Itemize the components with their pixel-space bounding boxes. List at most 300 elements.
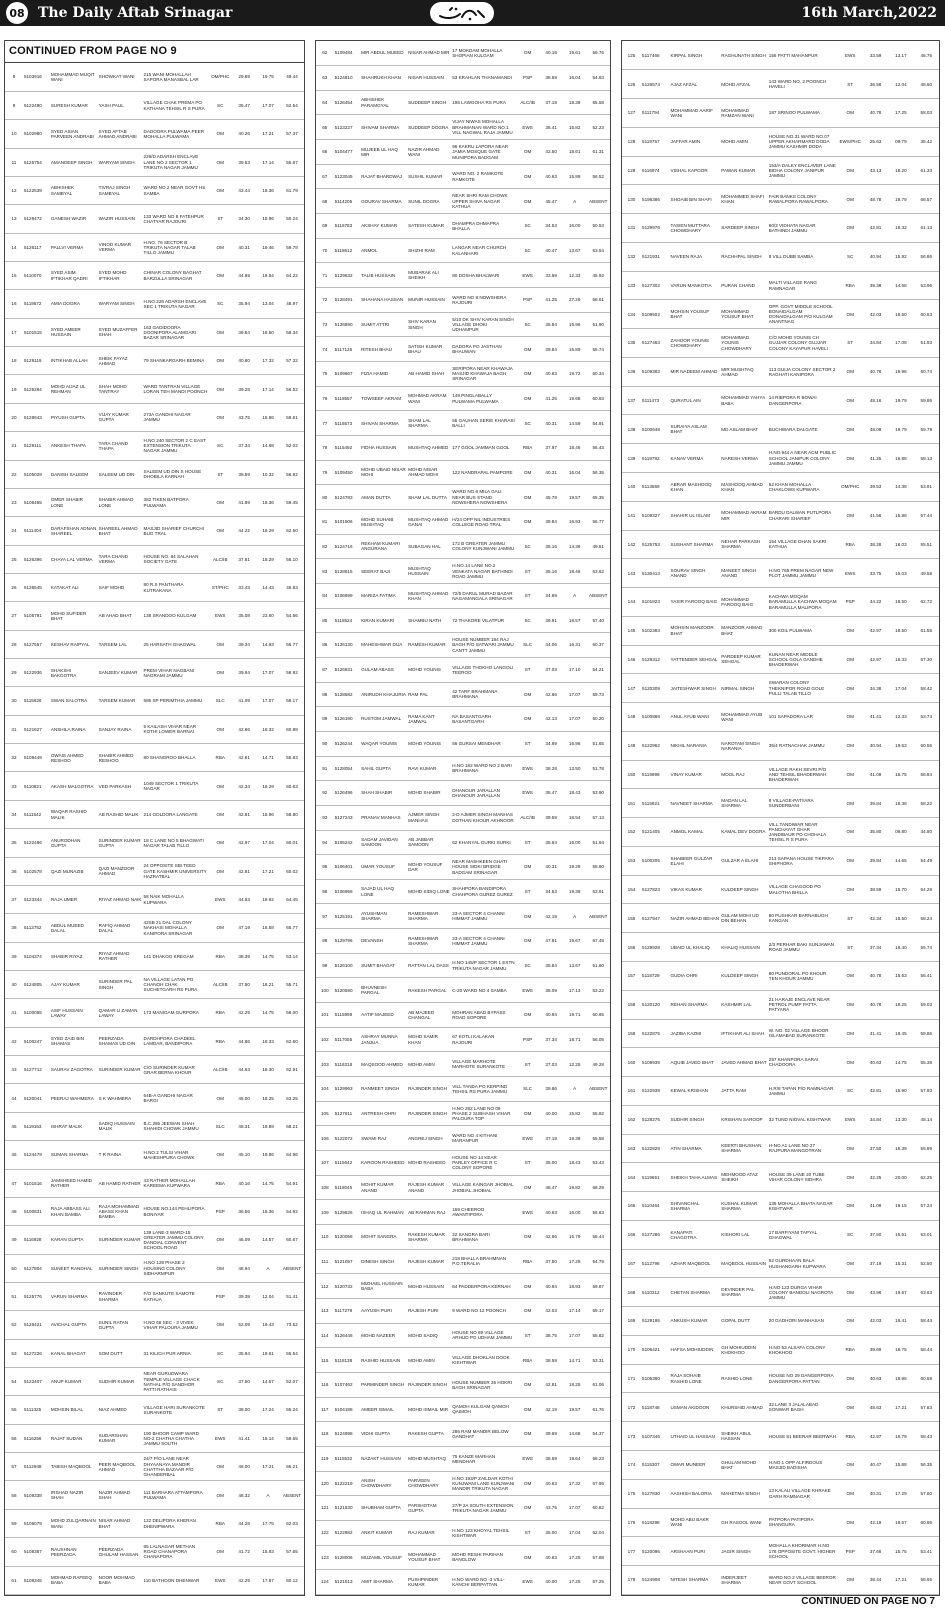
address-cell: 80 R.S PANTHARA KUTRAKANA: [143, 573, 209, 601]
father-name-cell: GULAM MOHI UD DIN BEHAN: [720, 904, 768, 933]
serial-cell: 144: [622, 588, 641, 617]
score-b-cell: 12.04: [888, 70, 913, 99]
score-a-cell: 48.32: [232, 1481, 256, 1509]
score-b-cell: 15.75: [888, 1537, 913, 1566]
table-row: [5, 1282, 304, 1310]
table-row: [5, 1538, 304, 1566]
address-cell: 110 BATHOON DHENWAR: [143, 1566, 209, 1594]
roll-number-cell: 5100247: [23, 1027, 50, 1055]
score-b-cell: 18.25: [256, 1084, 280, 1112]
candidate-name-cell: MOHIT KUMAR ANAND: [360, 1175, 407, 1200]
table-row: [316, 1446, 610, 1471]
score-a-cell: 37.66: [863, 1537, 888, 1566]
roll-number-cell: 5120041: [23, 1084, 50, 1112]
score-a-cell: 39.84: [232, 318, 256, 346]
score-b-cell: 19.86: [256, 1141, 280, 1169]
address-cell: 64 PADDERPORA KERNAH: [451, 1274, 516, 1299]
address-cell: 2-D AJMER SINGH MANHAS DOTHAN KHOUR AKHNOOR: [451, 805, 516, 830]
candidate-name-cell: RANMEET SINGH: [360, 1077, 407, 1102]
table-row: [316, 583, 610, 608]
category-cell: SC: [838, 1220, 863, 1249]
table-row: [316, 1372, 610, 1397]
category-cell: EWS: [516, 978, 540, 1003]
score-a-cell: 44.22: [863, 588, 888, 617]
serial-cell: 44: [5, 1084, 23, 1112]
roll-number-cell: 5122407: [23, 1368, 50, 1396]
father-name-cell: PARDEEP KUMAR SEHGAL: [720, 645, 768, 674]
score-a-cell: 39.91: [539, 608, 563, 633]
table-row: [316, 238, 610, 263]
score-a-cell: 25.63: [863, 127, 888, 156]
total-cell: 55.58: [586, 90, 610, 115]
table-row: [622, 357, 939, 386]
roll-number-cell: 5122490: [23, 91, 50, 119]
masthead: [0, 0, 945, 26]
candidate-name-cell: OMAR MUNEER: [670, 1451, 721, 1480]
candidate-name-cell: MARIZA FATIMA: [360, 583, 407, 608]
total-cell: 68.29: [586, 1175, 610, 1200]
score-a-cell: 52.09: [232, 1311, 256, 1339]
total-cell: 57.25: [586, 1570, 610, 1595]
father-name-cell: NISAR AHMAD BHAT: [98, 1509, 143, 1537]
serial-cell: 67: [316, 164, 334, 189]
category-cell: OM: [838, 1134, 863, 1163]
address-cell: HOUSE NO 29 DANGERPORA DANGERPORA PATTAN: [768, 1364, 838, 1393]
total-cell: 59.17: [586, 1298, 610, 1323]
table-row: [5, 460, 304, 488]
table-row: [5, 1311, 304, 1339]
score-b-cell: 19.92: [256, 885, 280, 913]
category-cell: ST: [208, 460, 232, 488]
category-cell: EWS: [208, 1424, 232, 1452]
score-a-cell: 39.28: [232, 375, 256, 403]
serial-cell: 14: [5, 233, 23, 261]
serial-cell: 130: [622, 185, 641, 214]
table-row: [316, 1003, 610, 1028]
score-a-cell: 44.63: [232, 1056, 256, 1084]
score-b-cell: 16.00: [563, 830, 587, 855]
father-name-cell: MOHAMMED SHAFI KHAN: [720, 185, 768, 214]
serial-cell: 55: [5, 1396, 23, 1424]
table-row: [316, 559, 610, 584]
score-a-cell: 35.00: [539, 1151, 563, 1176]
roll-number-cell: 5124998: [334, 1422, 360, 1447]
table-row: [316, 214, 610, 239]
address-cell: 55 GAUHAN SERIE KHARASI BALLI: [451, 411, 516, 436]
score-b-cell: 17.29: [888, 1479, 913, 1508]
score-b-cell: 16.04: [563, 460, 587, 485]
category-cell: ST: [516, 559, 540, 584]
category-cell: OM: [838, 99, 863, 128]
father-name-cell: MOHAMMAD YAHYA BABA: [720, 386, 768, 415]
candidate-name-cell: MUJEEB UL HAQ MIR: [360, 140, 407, 165]
table-row: [5, 205, 304, 233]
table-row: [316, 411, 610, 436]
score-b-cell: 19.38: [563, 879, 587, 904]
category-cell: OM: [516, 189, 540, 214]
score-b-cell: A: [256, 1481, 280, 1509]
father-name-cell: PARVEEN CHOWDHARY: [407, 1471, 451, 1496]
score-b-cell: 14.65: [888, 846, 913, 875]
address-cell: 22 SANGRA BARI BRAHMANA: [451, 1225, 516, 1250]
score-a-cell: 40.94: [539, 1003, 563, 1028]
father-name-cell: RAVI KUMAR: [407, 756, 451, 781]
roll-number-cell: 5115626: [23, 687, 50, 715]
father-name-cell: RAJINDER SINGH: [407, 1101, 451, 1126]
table-row: [316, 608, 610, 633]
total-cell: 51.41: [280, 1282, 304, 1310]
candidate-name-cell: AZHAR MAQBOOL: [670, 1249, 721, 1278]
roll-number-cell: 5111794: [641, 99, 670, 128]
roll-number-cell: 5116318: [334, 1052, 360, 1077]
father-name-cell: MOHD YOUSUF DAR: [407, 855, 451, 880]
total-cell: 44.80: [914, 818, 939, 847]
total-cell: 59.45: [280, 488, 304, 516]
address-cell: 32 TUND NIOVAL KISHTWAR: [768, 1105, 838, 1134]
father-name-cell: RAM PAL: [407, 682, 451, 707]
table-row: [316, 1397, 610, 1422]
score-b-cell: 19.54: [256, 262, 280, 290]
total-cell: 55.24: [280, 1396, 304, 1424]
score-a-cell: 37.19: [539, 1126, 563, 1151]
roll-number-cell: 5115921: [641, 789, 670, 818]
score-a-cell: 45.78: [539, 485, 563, 510]
table-row: [622, 41, 939, 70]
total-cell: 60.63: [280, 772, 304, 800]
roll-number-cell: 5126574: [641, 70, 670, 99]
table-row: [316, 1200, 610, 1225]
total-cell: 62.50: [280, 517, 304, 545]
candidate-name-cell: USMAN AKIDOON: [670, 1393, 721, 1422]
total-cell: 58.60: [586, 855, 610, 880]
father-name-cell: SUDDEEP DOGRA: [407, 115, 451, 140]
serial-cell: 160: [622, 1048, 641, 1077]
category-cell: OM: [208, 120, 232, 148]
father-name-cell: GH MOHIUDDIN KHOKHOO: [720, 1335, 768, 1364]
serial-cell: 165: [622, 1192, 641, 1221]
serial-cell: 76: [316, 386, 334, 411]
score-b-cell: A: [563, 189, 587, 214]
total-cell: 65.21: [280, 1453, 304, 1481]
total-cell: 60.65: [586, 1003, 610, 1028]
table-row: [622, 616, 939, 645]
serial-cell: 172: [622, 1393, 641, 1422]
total-cell: 59.95: [914, 386, 939, 415]
table-row: [316, 805, 610, 830]
candidate-name-cell: HAFSA MOHIUDDIN: [670, 1335, 721, 1364]
category-cell: OM: [838, 386, 863, 415]
table-row: [316, 657, 610, 682]
score-b-cell: A: [563, 1077, 587, 1102]
candidate-name-cell: NIKHIL NARANIA: [670, 731, 721, 760]
score-a-cell: 47.81: [539, 929, 563, 954]
total-cell: 55.71: [280, 971, 304, 999]
serial-cell: 138: [622, 415, 641, 444]
candidate-name-cell: AMANDEEP SINGH: [50, 148, 98, 176]
address-cell: C/O SURINDER KUMAR GRAR BERNA KHOUR: [143, 1056, 209, 1084]
score-a-cell: 37.50: [863, 1134, 888, 1163]
category-cell: PSP: [208, 1282, 232, 1310]
serial-cell: 147: [622, 674, 641, 703]
roll-number-cell: 5107462: [334, 1372, 360, 1397]
score-a-cell: 48.63: [863, 1393, 888, 1422]
score-a-cell: 39.94: [232, 659, 256, 687]
category-cell: OM: [208, 857, 232, 885]
score-a-cell: 40.78: [863, 962, 888, 991]
total-cell: 61.33: [914, 156, 939, 185]
total-cell: 55.54: [280, 1339, 304, 1367]
total-cell: 56.67: [280, 148, 304, 176]
father-name-cell: KULDEEP SINGH: [720, 962, 768, 991]
category-cell: OM: [838, 1508, 863, 1537]
category-cell: OM: [516, 1003, 540, 1028]
father-name-cell: RAJINDER SINGH: [407, 1077, 451, 1102]
father-name-cell: JAVED AHMAD BHAT: [720, 1048, 768, 1077]
serial-cell: 80: [316, 485, 334, 510]
total-cell: 53.96: [914, 271, 939, 300]
total-cell: 52.23: [586, 115, 610, 140]
serial-cell: 120: [316, 1471, 334, 1496]
candidate-name-cell: ANISH CHOWDHARY: [360, 1471, 407, 1496]
roll-number-cell: 5124908: [641, 1566, 670, 1595]
address-cell: 133 WARD NO 8 FATEHPUR CHATYAR RAJOURI: [143, 205, 209, 233]
address-cell: DADOORA PULWAMA PEER MOHALLA PULWAMA: [143, 120, 209, 148]
category-cell: OM: [516, 386, 540, 411]
serial-cell: 90: [316, 731, 334, 756]
address-cell: 43 RATHER MOHALLAH KAREEMA KUPWARA: [143, 1169, 209, 1197]
address-cell: 122 DELIPORA KHERAN DHENIPWARA: [143, 1509, 209, 1537]
category-cell: OM: [838, 846, 863, 875]
candidate-name-cell: FIZIA HAMID: [360, 362, 407, 387]
serial-cell: 118: [316, 1422, 334, 1447]
score-b-cell: 09.79: [888, 127, 913, 156]
table-row: [5, 914, 304, 942]
father-name-cell: SHIV KARAN SINGH: [407, 312, 451, 337]
address-cell: H.NO WARD NO -3 VILL-KANCHI BERPATTAN: [451, 1570, 516, 1595]
category-cell: OM: [838, 214, 863, 243]
father-name-cell: RAKESH GUPTA: [407, 1422, 451, 1447]
serial-cell: 41: [5, 999, 23, 1027]
total-cell: 50.24: [280, 205, 304, 233]
address-cell: 190 BHOOR CAMP WARD NO-2 CHATHA CHATHA JAMMU SOUTH: [143, 1424, 209, 1452]
total-cell: 65.35: [586, 485, 610, 510]
father-name-cell: RACHHPAL SINGH: [720, 242, 768, 271]
father-name-cell: SHABIR AHMAD LONE: [98, 488, 143, 516]
score-a-cell: 42.97: [863, 1422, 888, 1451]
table-row: [5, 1027, 304, 1055]
score-a-cell: 42.97: [863, 616, 888, 645]
table-row: [622, 185, 939, 214]
roll-number-cell: 5109327: [641, 501, 670, 530]
address-cell: SWARAN COLONY THEKNIPOR ROAD GOLE PULLI TALAB TILLO: [768, 674, 838, 703]
candidate-name-cell: RAUSHNAN PEERZADA: [50, 1538, 98, 1566]
table-row: [316, 1101, 610, 1126]
score-b-cell: 16.93: [563, 509, 587, 534]
father-name-cell: SHAMBU NATH: [407, 608, 451, 633]
address-cell: HOUSE NO.144 PEHLIPORA BONIYAR: [143, 1197, 209, 1225]
total-cell: 50.53: [586, 214, 610, 239]
table-row: [316, 879, 610, 904]
father-name-cell: SHAH MOHD TANTRAY: [98, 375, 143, 403]
father-name-cell: WARYAM SINGH: [98, 290, 143, 318]
roll-number-cell: 5116928: [23, 1226, 50, 1254]
table-row: [622, 933, 939, 962]
total-cell: 51.60: [586, 953, 610, 978]
candidate-name-cell: SHAKSHI BAKGOTRA: [50, 659, 98, 687]
address-cell: 52 GURDHAAN BALA HUSHANGARH KUPWARA: [768, 1249, 838, 1278]
score-b-cell: 15.88: [888, 501, 913, 530]
roll-number-cell: 5106401: [334, 855, 360, 880]
father-name-cell: MOOL RAJ: [720, 760, 768, 789]
candidate-name-cell: SYED ASIM IFTIKHAR QADRI: [50, 262, 98, 290]
serial-cell: 137: [622, 386, 641, 415]
score-a-cell: 38.28: [863, 530, 888, 559]
table-row: [5, 91, 304, 119]
father-name-cell: SHOWKAT WANI: [98, 63, 143, 91]
category-cell: OM: [838, 818, 863, 847]
father-name-cell: SHAREEL AHMAD BHAT: [98, 517, 143, 545]
total-cell: 49.28: [586, 1052, 610, 1077]
table-row: [622, 415, 939, 444]
category-cell: OM: [516, 41, 540, 66]
address-cell: VILLAGE CHAGOOD PO MALOTHA BHILLA: [768, 875, 838, 904]
table-row: [5, 375, 304, 403]
father-name-cell: NISAR AHMAD MIR: [407, 41, 451, 66]
total-cell: 59.87: [586, 1274, 610, 1299]
score-a-cell: 40.94: [863, 731, 888, 760]
score-a-cell: 47.19: [232, 914, 256, 942]
roll-number-cell: 5118524: [334, 608, 360, 633]
address-cell: 14 RIBPORA R BOWAI DANGERPORA: [768, 386, 838, 415]
candidate-name-cell: MOHD UBAID NISAR MOHI: [360, 460, 407, 485]
father-name-cell: TARSEM LAL: [98, 630, 143, 658]
serial-cell: 152: [622, 818, 641, 847]
address-cell: 75 KANZE MARHAN MENDHAR: [451, 1446, 516, 1471]
score-b-cell: 15.50: [888, 904, 913, 933]
score-a-cell: 38.59: [539, 1348, 563, 1373]
category-cell: OM: [838, 156, 863, 185]
total-cell: 64.96: [280, 1141, 304, 1169]
roll-number-cell: 5129195: [641, 1307, 670, 1336]
serial-cell: 164: [622, 1163, 641, 1192]
total-cell: 52.04: [586, 1520, 610, 1545]
candidate-name-cell: PALLVI VERMA: [50, 233, 98, 261]
father-name-cell: AB RAHMAN RAJ: [407, 1200, 451, 1225]
candidate-name-cell: QAZI MUNAZIB: [50, 857, 98, 885]
total-cell: 45.92: [586, 263, 610, 288]
roll-number-cell: 5129632: [334, 263, 360, 288]
results-column-3: [621, 40, 940, 1596]
score-b-cell: 19.46: [256, 233, 280, 261]
category-cell: OM: [838, 962, 863, 991]
score-b-cell: 18.93: [563, 1274, 587, 1299]
roll-number-cell: 5122882: [334, 1520, 360, 1545]
candidate-name-cell: PIYUSH GUPTA: [50, 403, 98, 431]
serial-cell: 81: [316, 509, 334, 534]
address-cell: 52 KHAN MOHALLA CHAKLOWS KUPWARA: [768, 472, 838, 501]
father-name-cell: MOHAMMAD RAMZAN WANI: [720, 99, 768, 128]
category-cell: OM: [838, 300, 863, 329]
score-a-cell: 42.81: [539, 1372, 563, 1397]
score-a-cell: 40.31: [232, 233, 256, 261]
score-b-cell: 13.04: [256, 290, 280, 318]
category-cell: OM: [838, 674, 863, 703]
score-a-cell: 48.08: [863, 415, 888, 444]
father-name-cell: RAJINDER SINGH: [407, 1372, 451, 1397]
category-cell: ALC/IB: [208, 971, 232, 999]
score-a-cell: 37.81: [232, 545, 256, 573]
total-cell: 58.24: [914, 904, 939, 933]
total-cell: 59.79: [914, 415, 939, 444]
table-row: [316, 189, 610, 214]
total-cell: 46.76: [914, 41, 939, 70]
roll-number-cell: 5102578: [23, 857, 50, 885]
roll-number-cell: 5126454: [334, 90, 360, 115]
score-b-cell: 18.21: [256, 971, 280, 999]
address-cell: QAMOH KULGAM QAMOH QAIMOH: [451, 1397, 516, 1422]
category-cell: OM: [208, 233, 232, 261]
serial-cell: 22: [5, 460, 23, 488]
table-row: [5, 1481, 304, 1509]
serial-cell: 37: [5, 885, 23, 913]
father-name-cell: SATESH KUMAR: [407, 214, 451, 239]
father-name-cell: SYED MOHD IFTIKHAR: [98, 262, 143, 290]
address-cell: H.NO.226 ADARSH ENCLAVE SEC 1 TRIKUTA NAGAR: [143, 290, 209, 318]
roll-number-cell: 5105029: [23, 460, 50, 488]
candidate-name-cell: DANISH SALEEM: [50, 460, 98, 488]
roll-number-cell: 5122539: [23, 176, 50, 204]
roll-number-cell: 5120590: [334, 978, 360, 1003]
roll-number-cell: 5120732: [334, 1274, 360, 1299]
address-cell: MOHD RESHI PARIHAN BANGLOW: [451, 1545, 516, 1570]
total-cell: 54.21: [586, 657, 610, 682]
candidate-name-cell: MOHAMMAD MUQIT WANI: [50, 63, 98, 91]
category-cell: ST: [516, 583, 540, 608]
score-b-cell: 18.75: [888, 1335, 913, 1364]
address-cell: 177 GOOL JAMMAN GOOL: [451, 436, 516, 461]
category-cell: SC: [516, 238, 540, 263]
category-cell: ST: [838, 904, 863, 933]
address-cell: 9 WARD NO 12 POONCH: [451, 1298, 516, 1323]
candidate-name-cell: RITESH BHAU: [360, 337, 407, 362]
score-a-cell: 42.81: [863, 1077, 888, 1106]
total-cell: 57.60: [914, 1479, 939, 1508]
address-cell: 17 MOKDAM MOHALLA SHOPIAN KULGAM: [451, 41, 516, 66]
score-b-cell: 16.96: [563, 731, 587, 756]
category-cell: EWS: [208, 1566, 232, 1594]
total-cell: 65.77: [280, 914, 304, 942]
total-cell: 56.00: [280, 999, 304, 1027]
father-name-cell: JATTA RAM: [720, 1077, 768, 1106]
roll-number-cell: 5126545: [23, 573, 50, 601]
serial-cell: 21: [5, 432, 23, 460]
score-a-cell: 40.31: [539, 855, 563, 880]
category-cell: OM: [208, 630, 232, 658]
candidate-name-cell: MOHD NAZEER: [360, 1323, 407, 1348]
serial-cell: 34: [5, 800, 23, 828]
serial-cell: 13: [5, 205, 23, 233]
address-cell: H.NO 123 KHOYAL TEHSIL KISHTWAR: [451, 1520, 516, 1545]
total-cell: 55.83: [280, 744, 304, 772]
total-cell: 56.52: [280, 375, 304, 403]
results-column-1: [4, 40, 305, 1596]
category-cell: RBA: [208, 1169, 232, 1197]
total-cell: 56.41: [914, 962, 939, 991]
score-a-cell: 37.34: [232, 432, 256, 460]
father-name-cell: SHAM LAL SHARMA: [407, 411, 451, 436]
serial-cell: 58: [5, 1481, 23, 1509]
roll-number-cell: 5126190: [334, 707, 360, 732]
